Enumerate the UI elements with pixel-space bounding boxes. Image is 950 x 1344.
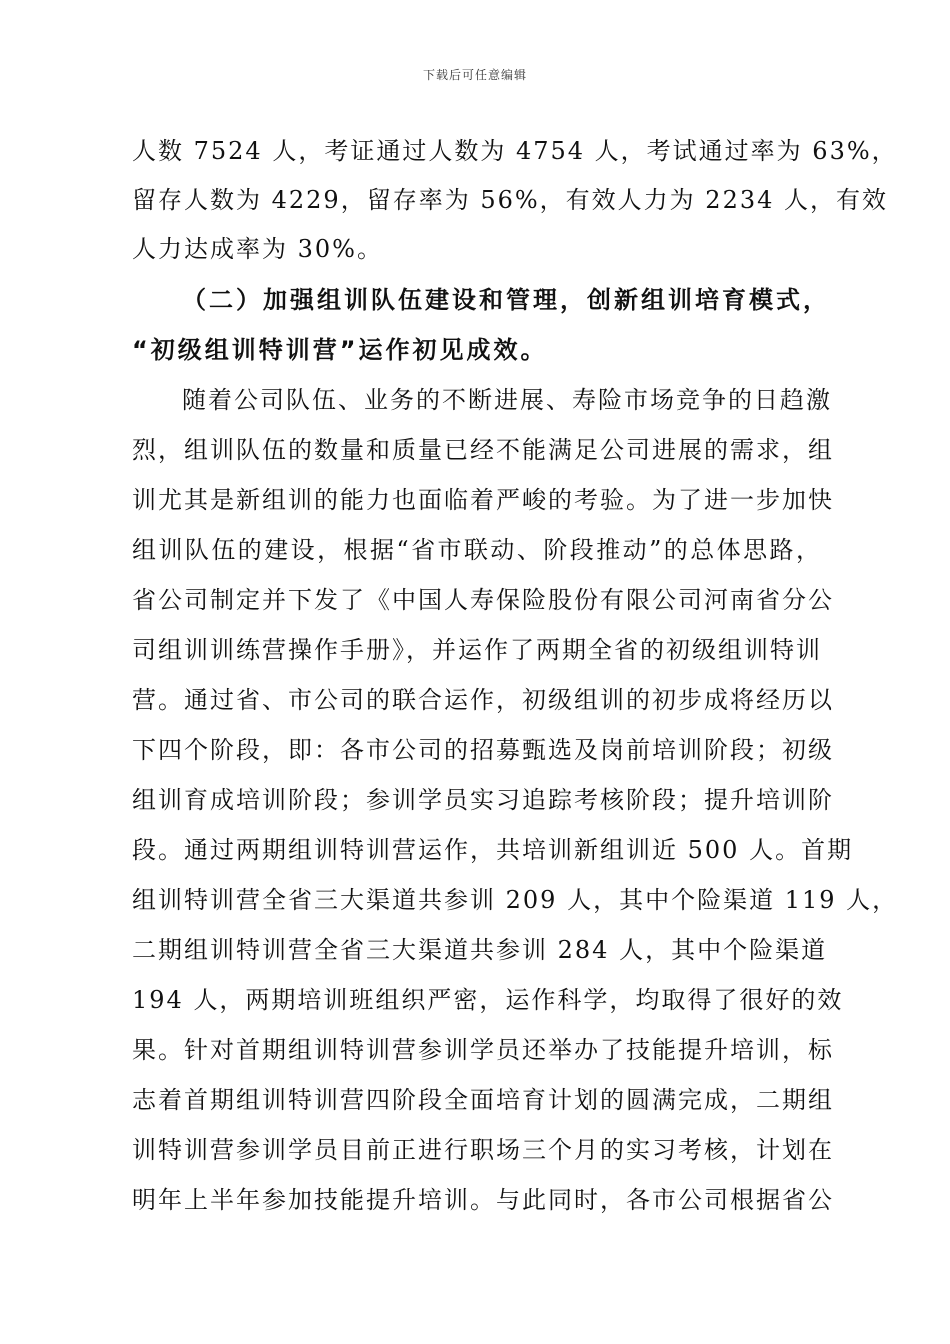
- body-line: 人数 7524 人，考证通过人数为 4754 人，考试通过率为 63%，: [132, 137, 898, 165]
- body-line: 省公司制定并下发了《中国人寿保险股份有限公司河南省分公: [132, 586, 834, 614]
- body-line: 烈，组训队伍的数量和质量已经不能满足公司进展的需求，组: [132, 436, 834, 464]
- body-line: 组训队伍的建设，根据“省市联动、阶段推动”的总体思路，: [132, 536, 822, 564]
- body-line: 训尤其是新组训的能力也面临着严峻的考验。为了进一步加快: [132, 486, 834, 514]
- body-line: 人力达成率为 30%。: [132, 235, 383, 263]
- body-line: 训特训营参训学员目前正进行职场三个月的实习考核，计划在: [132, 1136, 834, 1164]
- body-line: 留存人数为 4229，留存率为 56%，有效人力为 2234 人，有效: [132, 186, 889, 214]
- body-line: 二期组训特训营全省三大渠道共参训 284 人，其中个险渠道: [132, 936, 828, 964]
- body-line: 营。通过省、市公司的联合运作，初级组训的初步成将经历以: [132, 686, 834, 714]
- page-header: 下载后可任意编辑: [422, 68, 527, 82]
- section-heading-continued: “初级组训特训营”运作初见成效。: [132, 336, 548, 364]
- body-line: 果。针对首期组训特训营参训学员还举办了技能提升培训，标: [132, 1036, 834, 1064]
- section-heading: （二）加强组训队伍建设和管理，创新组训培育模式，: [182, 286, 830, 314]
- body-line: 组训特训营全省三大渠道共参训 209 人，其中个险渠道 119 人，: [132, 886, 899, 914]
- body-line: 随着公司队伍、业务的不断进展、寿险市场竞争的日趋激: [182, 386, 832, 414]
- body-line: 下四个阶段，即：各市公司的招募甄选及岗前培训阶段；初级: [132, 736, 834, 764]
- body-line: 段。通过两期组训特训营运作，共培训新组训近 500 人。首期: [132, 836, 854, 864]
- body-line: 志着首期组训特训营四阶段全面培育计划的圆满完成，二期组: [132, 1086, 834, 1114]
- body-line: 194 人，两期培训班组织严密，运作科学，均取得了很好的效: [132, 986, 844, 1014]
- body-line: 司组训训练营操作手册》，并运作了两期全省的初级组训特训: [132, 636, 822, 664]
- body-line: 明年上半年参加技能提升培训。与此同时，各市公司根据省公: [132, 1186, 834, 1214]
- body-line: 组训育成培训阶段；参训学员实习追踪考核阶段；提升培训阶: [132, 786, 834, 814]
